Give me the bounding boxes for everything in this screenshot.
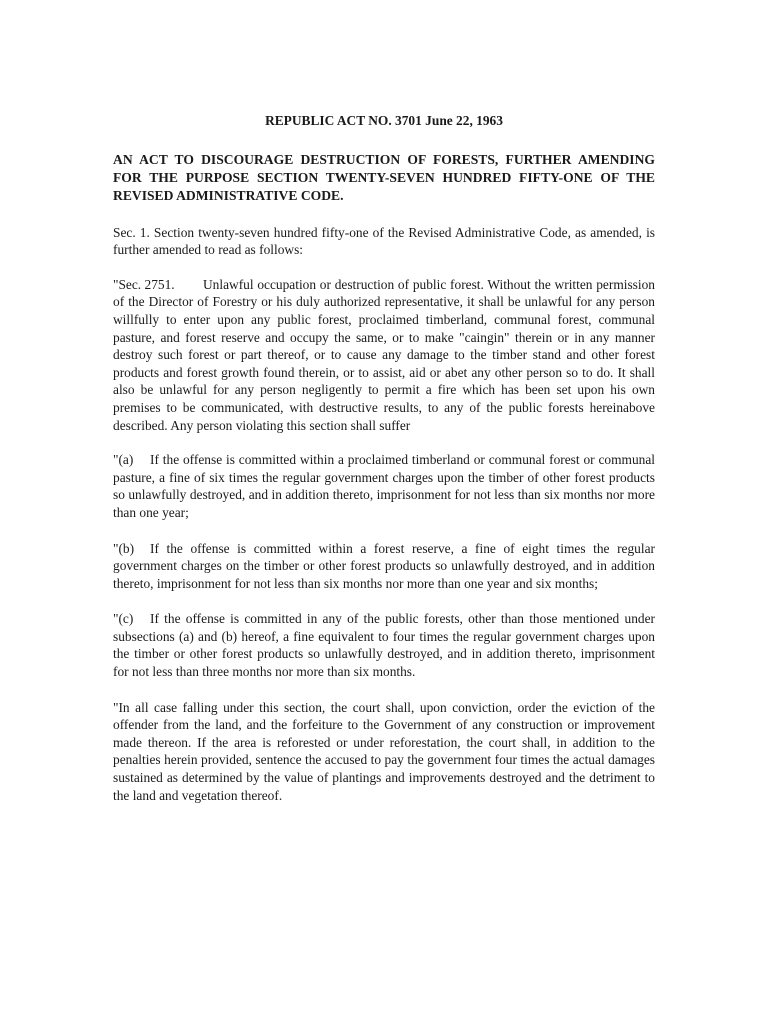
closing-paragraph: "In all case falling under this section, the court shall, upon conviction, order the eviction of the offender from the land, and the forfeiture to the Government of any construction or improvement made thereon. If the area is reforested or under reforestation, the court shall, in addition to the penalties herein provided, sentence the accused to pay the government four times the actual damages sustained as determined by the value of plantings and improvements destroyed and the detriment to the land and vegetation thereof. (113, 699, 655, 803)
act-heading: AN ACT TO DISCOURAGE DESTRUCTION OF FORESTS, FURTHER AMENDING FOR THE PURPOSE SECTION TWENTY-SEVEN HUNDRED FIFTY-ONE OF THE REVISED ADMINISTRATIVE CODE. (113, 151, 655, 203)
subsection-a-paragraph (113, 451, 655, 521)
subsection-b-paragraph (113, 540, 655, 593)
subsection-a-text: If the offense is committed within a proclaimed timberland or communal forest or communal pasture, a fine of six times the regular government charges upon the timber of other forest products so unlawfully destroyed, and in addition thereto, imprisonment for not less than six months nor more than one year; (113, 452, 655, 520)
subsection-b-lead: "(b) (113, 540, 135, 556)
section-2751-text: Unlawful occupation or destruction of public forest. Without the written permission of the Director of Forestry or his duly authorized representative, it shall be unlawful for any person willfully to enter upon any public forest, proclaimed timberland, communal forest, communal pasture, and forest reserve and occupy the same, or to make "caingin" therein or in any manner destroy such forest or part thereof, or to cause any damage to the timber stand and other forest products and forest growth found therein, or to assist, aid or abet any other person so to do. It shall also be unlawful for any person negligently to permit a fire which has been set upon his own premises to be communicated, with destructive results, to any of the public forests hereinabove described. Any person violating this section shall suffer (113, 276, 655, 433)
subsection-c-paragraph (113, 610, 655, 680)
section-1-paragraph: Sec. 1. Section twenty-seven hundred fifty-one of the Revised Administrative Code, as amended, is further amended to read as follows: (113, 224, 655, 258)
section-2751-lead: "Sec. 2751. (113, 276, 175, 292)
document-body (113, 112, 655, 821)
section-2751-paragraph (113, 276, 655, 434)
document-title: REPUBLIC ACT NO. 3701 June 22, 1963 (265, 113, 503, 128)
subsection-c-text: If the offense is committed in any of the public forests, other than those mentioned under subsections (a) and (b) hereof, a fine equivalent to four times the regular government charges upon the timber or other forest products so unlawfully destroyed, and in addition thereto, imprisonment for not less than three months nor more than six months. (113, 611, 655, 680)
subsection-c-lead: "(c) (113, 611, 134, 627)
subsection-a-lead: "(a) (113, 452, 134, 468)
subsection-b-text: If the offense is committed within a forest reserve, a fine of eight times the regular government charges on the timber or other forest products so unlawfully destroyed, and in addition thereto, imprisonment for not less than six months nor more than one year and six months; (113, 540, 655, 591)
